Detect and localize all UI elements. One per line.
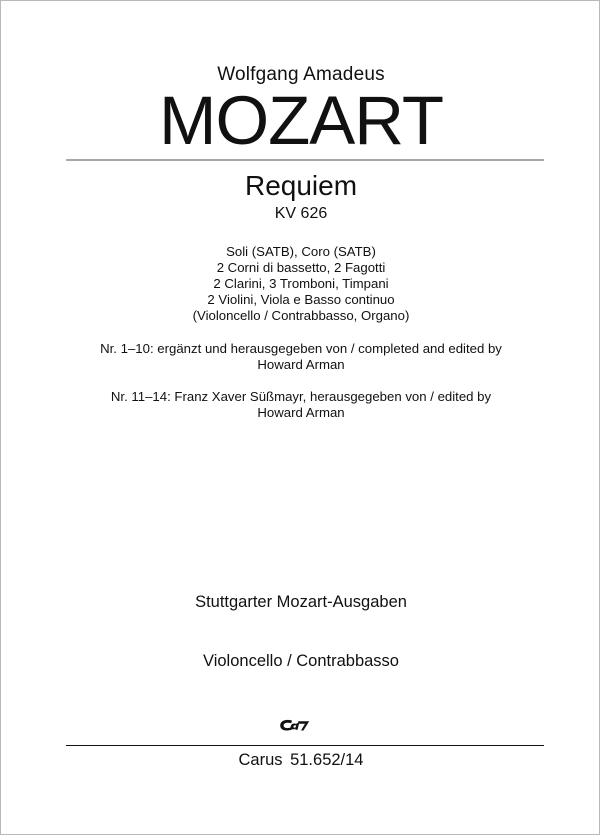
- top-divider: [66, 159, 544, 161]
- editor-credit-first: [1, 341, 600, 373]
- scoring-line-voices: Soli (SATB), Coro (SATB): [226, 244, 376, 259]
- carus-logo-icon: [278, 718, 310, 733]
- composer-first-names: Wolfgang Amadeus: [217, 64, 385, 85]
- scoring-line-brass: 2 Clarini, 3 Tromboni, Timpani: [213, 276, 389, 291]
- scoring-line-winds: 2 Corni di bassetto, 2 Fagotti: [216, 260, 386, 275]
- editor-credit-second: [1, 389, 600, 421]
- bottom-divider: [66, 745, 544, 746]
- catalogue-number: KV 626: [274, 205, 328, 222]
- composer-surname: MOZART: [158, 82, 444, 159]
- work-title: Requiem: [244, 170, 358, 201]
- scoring-block: [1, 244, 600, 324]
- edition-series: Stuttgarter Mozart-Ausgaben: [195, 593, 407, 611]
- credit-line: Nr. 11–14: Franz Xaver Süßmayr, herausgegeben von / edited by: [110, 389, 492, 404]
- credit-name: Howard Arman: [257, 405, 345, 420]
- scoring-line-continuo: (Violoncello / Contrabbasso, Organo): [192, 308, 410, 323]
- publisher-catalog-number: Carus 51.652/14: [238, 751, 364, 769]
- credit-line: Nr. 1–10: ergänzt und herausgegeben von / completed and edited by: [100, 341, 502, 356]
- instrument-part: Violoncello / Contrabbasso: [203, 652, 399, 670]
- scoring-line-strings: 2 Violini, Viola e Basso continuo: [207, 292, 395, 307]
- credit-name: Howard Arman: [257, 357, 345, 372]
